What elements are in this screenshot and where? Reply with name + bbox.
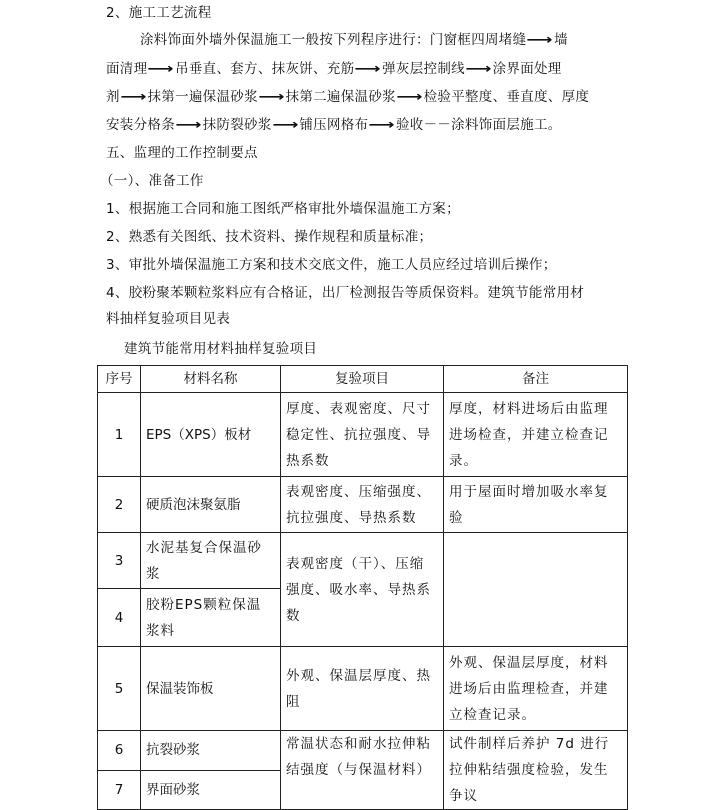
process-step: 抹防裂砂浆 (202, 117, 272, 133)
arrow-icon: ⟶ (147, 61, 175, 77)
paragraph-line-3 (106, 84, 589, 111)
row-number: 1 (98, 393, 141, 477)
row-number: 2 (98, 477, 141, 533)
test-items: 表观密度（干）、压缩强度、吸水率、导热系数 (281, 533, 444, 647)
process-step: 涂界面处理 (492, 61, 562, 77)
paragraph-line-1 (140, 27, 568, 54)
process-step: 抹第二遍保温砂浆 (285, 89, 396, 105)
list-item: 2、熟悉有关图纸、技术资料、操作规程和质量标准； (106, 229, 433, 245)
material-name: EPS（XPS）板材 (141, 393, 281, 477)
subsection-heading: （一）、准备工作 (100, 173, 204, 189)
process-step: 吊垂直、套方、抹灰饼、充筋 (175, 61, 355, 77)
remarks: 试件制样后养护 7d 进行拉伸粘结强度检验，发生争议 (444, 731, 628, 810)
remarks (444, 533, 628, 647)
header-cell: 备注 (444, 366, 628, 393)
arrow-icon: ⟶ (272, 117, 299, 133)
process-step: 面清理 (106, 61, 148, 77)
list-item: 4、胶粉聚苯颗粒浆料应有合格证，出厂检测报告等质保资料。建筑节能常用材 (106, 285, 585, 301)
header-cell: 材料名称 (141, 366, 281, 393)
remarks: 厚度，材料进场后由监理进场检查，并建立检查记录。 (444, 393, 628, 477)
arrow-icon: ⟶ (526, 32, 554, 48)
paragraph-line-4 (106, 112, 562, 139)
header-cell: 复验项目 (281, 366, 444, 393)
table-header-row (98, 366, 628, 393)
arrow-icon: ⟶ (258, 89, 285, 105)
process-step: 铺压网格布 (299, 117, 369, 133)
table-row (98, 731, 628, 771)
process-step: 安装分格条 (106, 117, 175, 133)
table-row (98, 477, 628, 533)
materials-table (97, 365, 628, 810)
process-step: 弹灰层控制线 (382, 61, 465, 77)
arrow-icon: ⟶ (368, 117, 396, 133)
table-caption: 建筑节能常用材料抽样复验项目 (124, 341, 318, 357)
process-step: 剂 (106, 89, 120, 105)
paragraph-text: 墙 (554, 32, 568, 48)
section-heading-supervision: 五、监理的工作控制要点 (106, 145, 258, 161)
paragraph-text: 涂料饰面外墙外保温施工一般按下列程序进行：门窗框四周堵缝 (140, 32, 527, 48)
arrow-icon: ⟶ (355, 61, 382, 77)
table-row (98, 533, 628, 589)
material-name: 硬质泡沫聚氨脂 (141, 477, 281, 533)
arrow-icon: ⟶ (175, 117, 203, 133)
process-step: 验收－－涂料饰面层施工。 (395, 117, 562, 133)
test-items: 常温状态和耐水拉伸粘结强度（与保温材料） (281, 731, 444, 810)
arrow-icon: ⟶ (396, 89, 424, 105)
material-name: 抗裂砂浆 (141, 731, 281, 771)
arrow-icon: ⟶ (120, 89, 147, 105)
row-number: 4 (98, 589, 141, 647)
list-item: 3、审批外墙保温施工方案和技术交底文件，施工人员应经过培训后操作； (106, 257, 557, 273)
section-heading-process: 2、施工工艺流程 (106, 5, 212, 21)
material-name: 胶粉EPS颗粒保温浆料 (141, 589, 281, 647)
row-number: 3 (98, 533, 141, 589)
list-item: 1、根据施工合同和施工图纸严格审批外墙保温施工方案； (106, 201, 460, 217)
test-items: 厚度、表观密度、尺寸稳定性、抗拉强度、导热系数 (281, 393, 444, 477)
arrow-icon: ⟶ (465, 61, 493, 77)
process-step: 检验平整度、垂直度、厚度 (423, 89, 590, 105)
list-item: 料抽样复验项目见表 (106, 311, 231, 327)
header-cell: 序号 (98, 366, 141, 393)
test-items: 外观、保温层厚度、热阻 (281, 647, 444, 731)
table-row (98, 647, 628, 731)
table-row (98, 393, 628, 477)
material-name: 界面砂浆 (141, 770, 281, 810)
remarks: 外观、保温层厚度，材料进场后由监理检查，并建立检查记录。 (444, 647, 628, 731)
row-number: 7 (98, 770, 141, 810)
process-step: 抹第一遍保温砂浆 (147, 89, 258, 105)
paragraph-line-2 (106, 56, 562, 83)
test-items: 表观密度、压缩强度、抗拉强度、导热系数 (281, 477, 444, 533)
material-name: 水泥基复合保温砂浆 (141, 533, 281, 589)
material-name: 保温装饰板 (141, 647, 281, 731)
remarks: 用于屋面时增加吸水率复验 (444, 477, 628, 533)
row-number: 5 (98, 647, 141, 731)
row-number: 6 (98, 731, 141, 771)
